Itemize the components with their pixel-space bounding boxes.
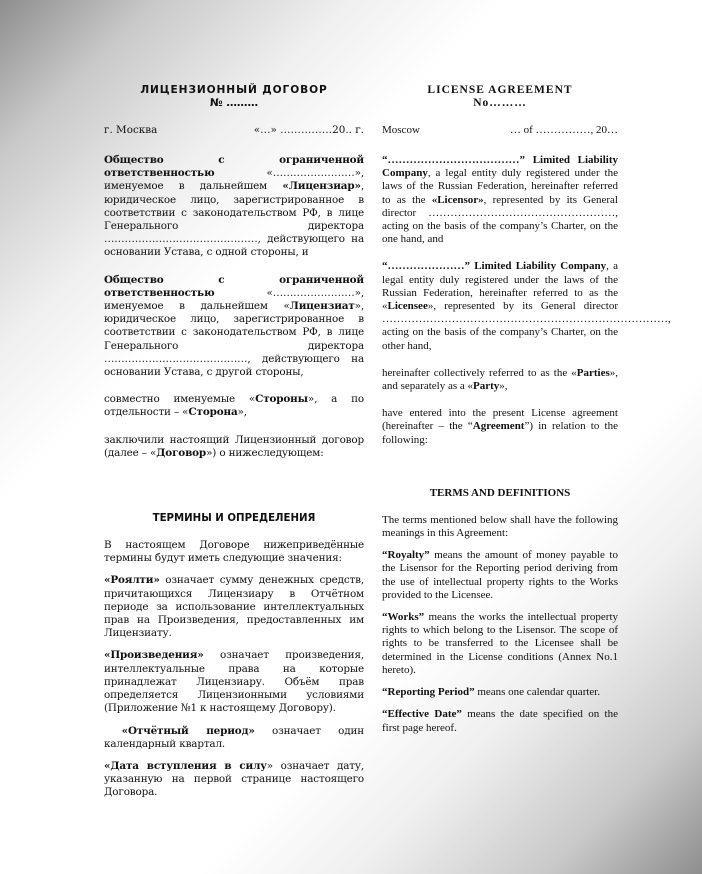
definition-reporting-period-ru bbox=[104, 725, 364, 751]
definition-term-ru: «Произведения» bbox=[104, 649, 204, 662]
parties-text2-ru: », а по отдельности – « bbox=[104, 393, 364, 419]
concluded-paragraph-en bbox=[382, 407, 618, 447]
concluded-text-ru: заключили настоящий Лицензионный договор (далее – « bbox=[104, 433, 364, 459]
terms-section-title-ru: ТЕРМИНЫ И ОПРЕДЕЛЕНИЯ bbox=[152, 513, 316, 525]
definition-text-en: means one calendar quarter. bbox=[474, 686, 601, 699]
definition-effective-date-en bbox=[382, 708, 618, 734]
document-title-ru: ЛИЦЕНЗИОННЫЙ ДОГОВОР bbox=[140, 84, 328, 96]
licensor-role-ru: «Лицензиар» bbox=[282, 180, 361, 193]
place-date-row-en bbox=[382, 124, 618, 137]
parties-text2-en: », and separately as a « bbox=[382, 366, 618, 393]
licensor-text2-ru: , юридическое лицо, зарегистрированное в соответствии с законодательством РФ, в лице Генерального директора ………………………………………, действующего на основании Устава, с одной стороны, и bbox=[104, 180, 364, 259]
definition-text-ru: » означает дату, указанную на первой странице настоящего Договора. bbox=[104, 759, 365, 799]
russian-column bbox=[104, 84, 364, 800]
agreement-role-ru: Договор bbox=[156, 446, 207, 459]
bilingual-columns bbox=[104, 84, 671, 800]
licensee-text2-en: », represented by its General director ……………………………………………………………………, acting on the basis of the company’s Charter, on the other hand, bbox=[382, 300, 671, 352]
city-ru: г. Москва bbox=[104, 124, 158, 136]
english-column bbox=[382, 84, 671, 800]
licensee-role-ru: Лицензиат bbox=[289, 300, 355, 313]
licensor-text2-en: , represented by its General director ……………………………………………, acting on the basis of the company’s Charter, on the one hand, and bbox=[382, 193, 618, 246]
licensee-intro-en: “…………………” Limited Liability Company bbox=[382, 260, 607, 273]
definition-works-ru bbox=[104, 649, 364, 715]
party-role-ru: Сторона bbox=[188, 406, 238, 419]
licensor-intro-en: “………………………………” Limited Liability Company bbox=[382, 154, 618, 180]
licensee-text-ru: «……………………», именуемое в дальнейшем « bbox=[104, 286, 364, 313]
terms-intro-ru: В настоящем Договоре нижеприведённые термины будут иметь следующие значения: bbox=[104, 539, 364, 565]
parties-role-en: Parties bbox=[576, 366, 610, 379]
agreement-role-en: Agreement bbox=[472, 420, 525, 433]
parties-text-ru: совместно именуемые « bbox=[104, 393, 256, 406]
party-role-en: Party bbox=[473, 380, 500, 393]
definition-term-en: “Works” bbox=[382, 611, 425, 624]
definition-royalty-en bbox=[382, 549, 618, 602]
licensee-text-en: , a legal entity duly registered under the laws of the Russian Federation, hereinafter referred to as the « bbox=[382, 260, 618, 313]
definition-royalty-ru bbox=[104, 574, 364, 640]
licensor-text-ru: «……………………», именуемое в дальнейшем bbox=[104, 167, 364, 193]
licensor-paragraph-en bbox=[382, 154, 618, 246]
definition-text-ru: означает произведения, интеллектуальные права на которые принадлежат Лицензиару. Объём прав определяется Лицензионными условиями (Приложение №1 к настоящему Договору). bbox=[104, 649, 364, 715]
definition-term-ru: «Дата вступления в силу bbox=[104, 759, 267, 772]
document-number-en: No……… bbox=[473, 97, 527, 109]
document-number-ru: № ……… bbox=[209, 97, 259, 109]
concluded-text2-en: ”) in relation to the following: bbox=[382, 420, 618, 446]
concluded-text-en: have entered into the present License agreement (hereinafter – the “ bbox=[382, 407, 618, 433]
definition-reporting-period-en bbox=[382, 686, 618, 699]
definition-text-ru: означает один календарный квартал. bbox=[104, 724, 364, 750]
parties-text3-en: », bbox=[499, 380, 508, 393]
licensee-paragraph-en bbox=[382, 260, 671, 352]
document-title-en: LICENSE AGREEMENT bbox=[427, 84, 573, 96]
concluded-paragraph-ru bbox=[104, 434, 364, 460]
definition-term-ru: «Отчётный период» bbox=[104, 724, 255, 737]
definition-text-en: means the amount of money payable to the Lisensor for the Reporting period deriving from the use of intellectual property rights to the Works provided to the Licensee. bbox=[382, 549, 618, 601]
definition-text-en: means the date specified on the first page hereof. bbox=[382, 708, 618, 734]
licensor-role-en: «Licensor» bbox=[431, 193, 484, 206]
definition-term-en: “Effective Date” bbox=[382, 708, 462, 721]
licensee-role-en: Licensee bbox=[387, 300, 428, 313]
definition-term-en: “Royalty” bbox=[382, 549, 430, 562]
terms-section-title-en: TERMS AND DEFINITIONS bbox=[429, 486, 571, 499]
licensor-paragraph-ru bbox=[104, 154, 364, 260]
licensor-intro-ru: Общество с ограниченной ответственностью bbox=[104, 154, 364, 180]
definition-term-en: “Reporting Period” bbox=[382, 686, 475, 699]
parties-text3-ru: », bbox=[237, 406, 247, 419]
parties-role-ru: Стороны bbox=[255, 393, 308, 406]
definition-text-ru: означает сумму денежных средств, причитающихся Лицензиару в Отчётном периоде за использование интеллектуальных прав на Произведения, предоставленных им Лицензиату. bbox=[104, 574, 364, 640]
date-ru: «…» ……………20.. г. bbox=[253, 124, 364, 136]
licensor-text-en: , a legal entity duly registered under the laws of the Russian Federation, hereinafter referred to as the bbox=[382, 167, 618, 206]
terms-intro-en: The terms mentioned below shall have the following meanings in this Agreement: bbox=[382, 513, 618, 540]
document-page bbox=[104, 84, 671, 800]
definition-text-en: means the works the intellectual property rights to which belong to the Lisensor. The scope of rights to be transferred to the Licensee shall be determined in the License conditions (Annex No.1 hereto). bbox=[382, 611, 618, 676]
parties-text-en: hereinafter collectively referred to as the « bbox=[382, 366, 577, 379]
definition-term-ru: «Роялти» bbox=[104, 574, 160, 587]
parties-paragraph-en bbox=[382, 367, 618, 393]
date-en: … of ……………, 20… bbox=[509, 124, 618, 136]
definition-effective-date-ru bbox=[104, 760, 364, 800]
concluded-text2-ru: ») о нижеследующем: bbox=[206, 446, 324, 459]
licensee-paragraph-ru bbox=[104, 274, 364, 380]
city-en: Moscow bbox=[382, 124, 420, 136]
licensee-text2-ru: », юридическое лицо, зарегистрированное в соответствии с законодательством РФ, в лице Генерального директора ……………………………………, действующего на основании Устава, с другой стороны, bbox=[104, 300, 364, 379]
parties-paragraph-ru bbox=[104, 393, 364, 419]
definition-works-en bbox=[382, 611, 618, 677]
licensee-intro-ru: Общество с ограниченной ответственностью bbox=[104, 273, 364, 299]
place-date-row-ru bbox=[104, 124, 364, 137]
